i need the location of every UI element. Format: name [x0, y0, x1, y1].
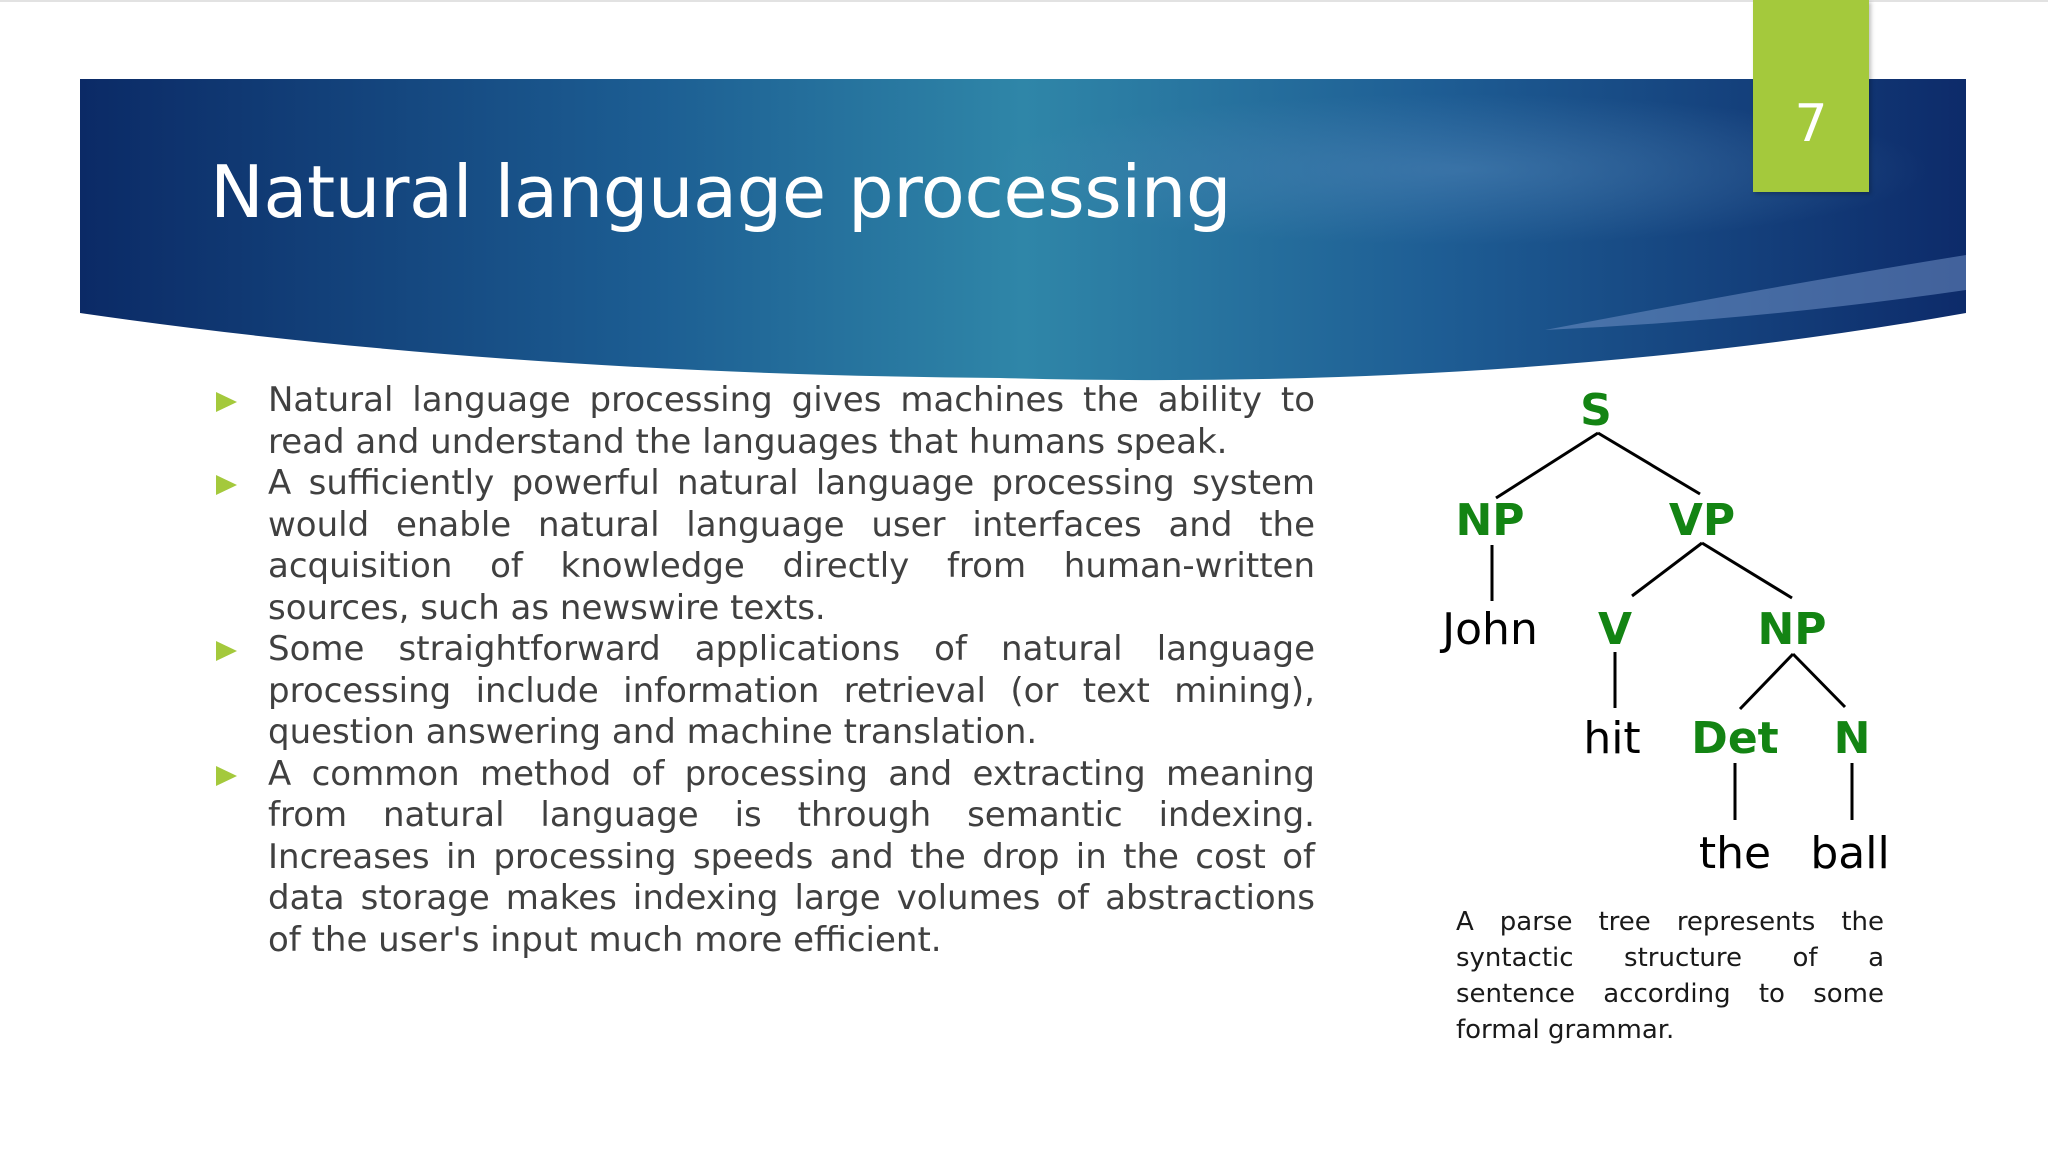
- triangle-right-icon: [214, 765, 238, 787]
- tree-node-s: S: [1580, 385, 1612, 436]
- bullet-item: [210, 754, 1315, 962]
- triangle-right-icon: [214, 391, 238, 413]
- bullet-text: A common method of processing and extracting meaning from natural language is through semantic indexing. Increases in processing speeds and the drop in the cost of data storage makes indexing large volumes of abstractions of the user's input much more efficient.: [268, 753, 1315, 960]
- edge-vp-v: [1632, 543, 1702, 596]
- triangle-right-icon: [214, 640, 238, 662]
- bullet-text: Some straightforward applications of natural language processing include information retrieval (or text mining), question answering and machine translation.: [268, 629, 1315, 752]
- bullet-list: [210, 380, 1315, 961]
- tree-leaf-john: John: [1442, 604, 1538, 655]
- tree-node-det: Det: [1691, 713, 1779, 764]
- tree-node-vp: VP: [1668, 495, 1736, 546]
- edge-vp-np: [1702, 543, 1792, 598]
- triangle-right-icon: [214, 474, 238, 496]
- bullet-text: Natural language processing gives machines the ability to read and understand the languages that humans speak.: [268, 380, 1315, 462]
- tree-node-np-object: NP: [1757, 604, 1827, 655]
- slide-title: Natural language processing: [210, 150, 1232, 234]
- tree-node-n: N: [1833, 713, 1871, 764]
- parse-tree-diagram: [1420, 368, 1900, 888]
- tree-leaf-the: the: [1698, 828, 1772, 879]
- page-number: 7: [1794, 94, 1828, 154]
- tree-node-v: V: [1597, 604, 1633, 655]
- bullet-item: [210, 380, 1315, 463]
- edge-s-np: [1496, 433, 1598, 498]
- edge-s-vp: [1598, 433, 1700, 494]
- tree-leaf-ball: ball: [1810, 828, 1890, 879]
- bullet-text: A sufficiently powerful natural language processing system would enable natural language user interfaces and the acquisition of knowledge directly from human-written sources, such as newswire texts.: [268, 463, 1315, 628]
- tree-node-np-subject: NP: [1455, 495, 1525, 546]
- bullet-item: [210, 463, 1315, 629]
- tree-leaf-hit: hit: [1583, 713, 1641, 764]
- parse-tree-caption: A parse tree represents the syntactic structure of a sentence according to some formal grammar.: [1456, 907, 1884, 1045]
- bullet-item: [210, 629, 1315, 754]
- edge-np-det: [1740, 654, 1793, 709]
- page-number-tag: [1753, 0, 1869, 192]
- edge-np-n: [1793, 654, 1845, 707]
